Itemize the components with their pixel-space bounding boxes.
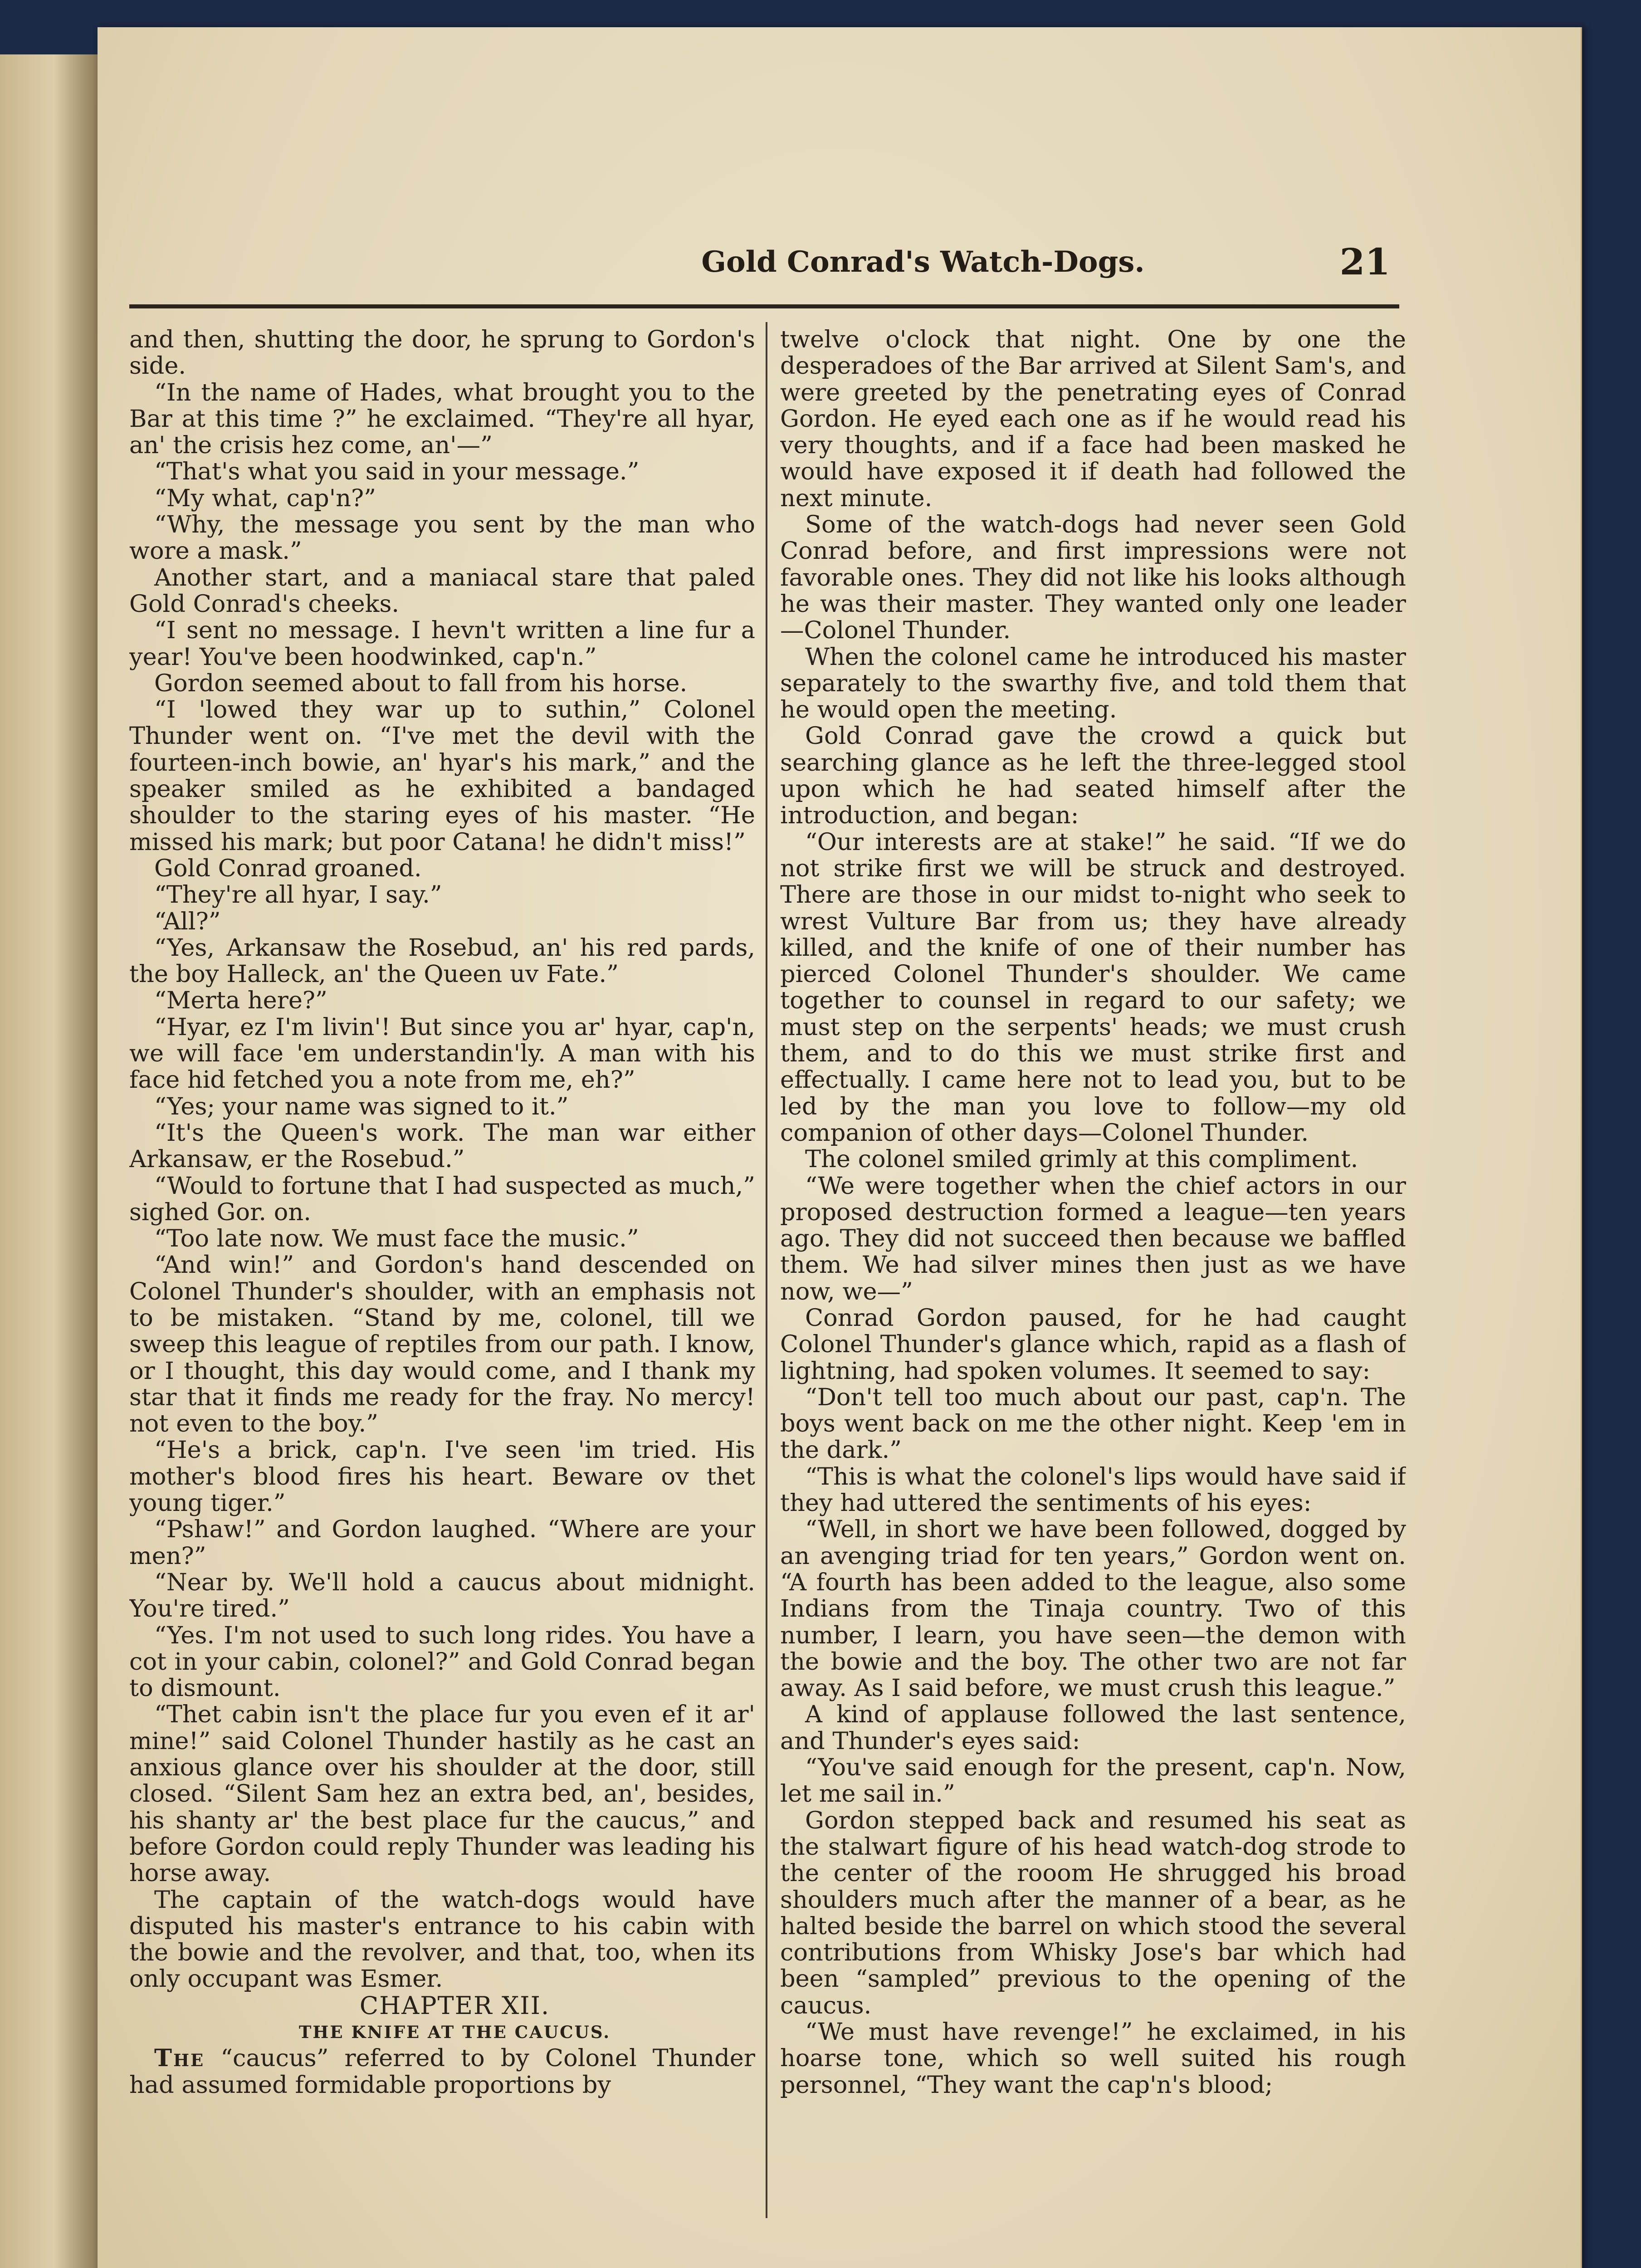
chapter-opening-paragraph: [129, 2045, 755, 2098]
paragraph: “I sent no message. I hevn't written a line fur a year! You've been hoodwinked, cap'n.”: [129, 616, 755, 671]
text-column-right: [780, 327, 1406, 2223]
paragraph: A kind of applause followed the last sentence, and Thunder's eyes said:: [780, 1701, 1406, 1755]
paragraph: “They're all hyar, I say.”: [154, 881, 442, 909]
paragraph: “Near by. We'll hold a caucus about midnight. You're tired.”: [129, 1568, 755, 1623]
page-number: 21: [1339, 240, 1390, 283]
paragraph: “He's a brick, cap'n. I've seen 'im tried. His mother's blood fires his heart. Beware ov thet young tiger.”: [129, 1436, 755, 1517]
paragraph: Gordon stepped back and resumed his seat as the stalwart figure of his head watch-dog strode to the center of the rooom He shrugged his broad shoulders much after the manner of a bear, as he halted beside the barrel on which stood the several contributions from Whisky Jose's bar which had been “sampled” previous to the opening of the caucus.: [780, 1806, 1406, 2019]
paragraph: The captain of the watch-dogs would have disputed his master's entrance to his cabin with the bowie and the revolver, and that, too, when its only occupant was Esmer.: [129, 1886, 755, 1993]
paragraph: Conrad Gordon paused, for he had caught Colonel Thunder's glance which, rapid as a flash of lightning, had spoken volumes. It seemed to say:: [780, 1304, 1406, 1385]
running-title: Gold Conrad's Watch-Dogs.: [701, 245, 1145, 279]
paragraph: “I 'lowed they war up to suthin,” Colonel Thunder went on. “I've met the devil with the fourteen-inch bowie, an' hyar's his mark,” and the speaker smiled as he exhibited a bandaged shoulder to the staring eyes of his master. “He missed his mark; but poor Catana! he didn't miss!”: [129, 696, 755, 856]
paragraph: “In the name of Hades, what brought you to the Bar at this time ?” he exclaimed. “They're all hyar, an' the crisis hez come, an'—”: [129, 378, 755, 459]
paragraph: “Why, the message you sent by the man who wore a mask.”: [129, 511, 755, 565]
chapter-subtitle: THE KNIFE AT THE CAUCUS.: [298, 2022, 611, 2042]
text-column-left: [129, 327, 755, 2223]
paragraph: “Don't tell too much about our past, cap'n. The boys went back on me the other night. Keep 'em in the dark.”: [780, 1383, 1406, 1464]
paragraph: The colonel smiled grimly at this compliment.: [805, 1145, 1358, 1173]
paragraph: “Our interests are at stake!” he said. “If we do not strike first we will be struck and destroyed. There are those in our midst to-night who seek to wrest Vulture Bar from us; they have already killed, and the knife of one of their number has pierced Colonel Thunder's shoulder. We came together to counsel in regard to our safety; we must step on the serpents' heads; we must crush them, and to do this we must strike first and effectually. I came here not to lead you, but to be led by the man you love to follow—my old companion of other days—Colonel Thunder.: [780, 828, 1406, 1147]
paragraph: Another start, and a maniacal stare that paled Gold Conrad's cheeks.: [129, 563, 755, 618]
paragraph: Gordon seemed about to fall from his horse.: [154, 669, 688, 697]
paragraph: When the colonel came he introduced his master separately to the swarthy five, and told them that he would open the meeting.: [780, 643, 1406, 724]
paragraph: Gold Conrad gave the crowd a quick but searching glance as he left the three-legged stool upon which he had seated himself after the introduction, and began:: [780, 722, 1406, 830]
paragraph: “This is what the colonel's lips would have said if they had uttered the sentiments of his eyes:: [780, 1462, 1406, 1517]
paragraph: “And win!” and Gordon's hand descended on Colonel Thunder's shoulder, with an emphasis not to be mistaken. “Stand by me, colonel, till we sweep this league of reptiles from our path. I know, or I thought, this day would come, and I thank my star that it finds me ready for the fray. No mercy! not even to the boy.”: [129, 1251, 755, 1438]
paragraph: and then, shutting the door, he sprung to Gordon's side.: [129, 327, 755, 380]
paragraph: “Hyar, ez I'm livin'! But since you ar' hyar, cap'n, we will face 'em understandin'ly. A man with his face hid fetched you a note from me, eh?”: [129, 1013, 755, 1094]
paragraph: “We were together when the chief actors in our proposed destruction formed a league—ten years ago. They did not succeed then because we baffled them. We had silver mines then just as we have now, we—”: [780, 1172, 1406, 1305]
paragraph: “Well, in short we have been followed, dogged by an avenging triad for ten years,” Gordon went on. “A fourth has been added to the league, also some Indians from the Tinaja country. Two of this number, I learn, you have seen—the demon with the bowie and the boy. The other two are not far away. As I said before, we must crush this league.”: [780, 1515, 1406, 1702]
paragraph: “You've said enough for the present, cap'n. Now, let me sail in.”: [780, 1754, 1406, 1808]
chapter-title: CHAPTER XII.: [359, 1991, 550, 2020]
book-page: [98, 27, 1582, 2268]
paragraph: “That's what you said in your message.”: [154, 458, 640, 486]
paragraph: Some of the watch-dogs had never seen Gold Conrad before, and first impressions were not favorable ones. They did not like his looks although he was their master. They wanted only one leader—Colonel Thunder.: [780, 511, 1406, 645]
paragraph: “Too late now. We must face the music.”: [154, 1225, 639, 1253]
column-divider: [766, 322, 767, 2218]
left-page-edge: [0, 54, 98, 2268]
paragraph: “Merta here?”: [154, 987, 327, 1015]
paragraph: “Thet cabin isn't the place fur you even ef it ar' mine!” said Colonel Thunder hastily as he cast an anxious glance over his shoulder at the door, still closed. “Silent Sam hez an extra bed, an', besides, his shanty ar' the best place fur the caucus,” and before Gordon could reply Thunder was leading his horse away.: [129, 1701, 755, 1887]
paragraph: “We must have revenge!” he exclaimed, in his hoarse tone, which so well suited his rough personnel, “They want the cap'n's blood;: [780, 2018, 1406, 2099]
paragraph: “Yes. I'm not used to such long rides. You have a cot in your cabin, colonel?” and Gold Conrad began to dismount.: [129, 1621, 755, 1702]
paragraph: “All?”: [154, 907, 221, 935]
paragraph: “Would to fortune that I had suspected as much,” sighed Gor. on.: [129, 1172, 755, 1226]
paragraph: “Pshaw!” and Gordon laughed. “Where are your men?”: [129, 1515, 755, 1570]
paragraph: “Yes, Arkansaw the Rosebud, an' his red pards, the boy Halleck, an' the Queen uv Fate.”: [129, 934, 755, 988]
paragraph: twelve o'clock that night. One by one the desperadoes of the Bar arrived at Silent Sam's, and were greeted by the penetrating eyes of Conrad Gordon. He eyed each one as if he would read his very thoughts, and if a face had been masked he would have exposed it if death had followed the next minute.: [780, 327, 1406, 512]
chapter-opening-text: “caucus” referred to by Colonel Thunder had assumed formidable proportions by: [129, 2044, 755, 2099]
paragraph: “It's the Queen's work. The man war either Arkansaw, er the Rosebud.”: [129, 1119, 755, 1173]
page-header: [129, 227, 1399, 308]
paragraph: “Yes; your name was signed to it.”: [154, 1092, 569, 1120]
paragraph: Gold Conrad groaned.: [154, 854, 422, 882]
chapter-lead-word: The: [154, 2044, 205, 2072]
paragraph: “My what, cap'n?”: [154, 484, 376, 512]
